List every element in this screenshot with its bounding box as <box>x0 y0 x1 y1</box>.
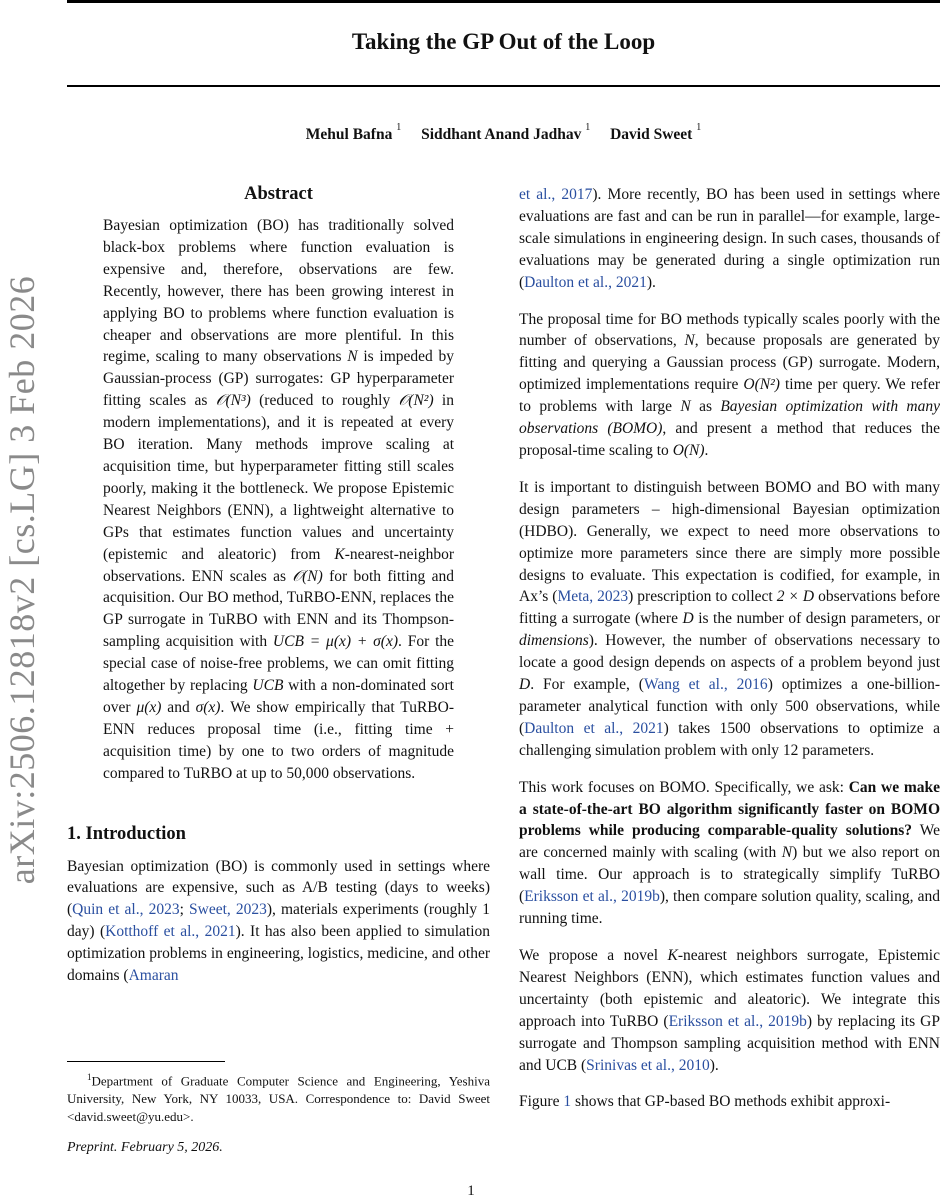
citation-link[interactable]: et al., 2017 <box>519 186 593 203</box>
body-text: -nearest neighbors surrogate, Epistemic Nearest Neighbors (ENN), which estimates function values and uncertainty (both epistemic and aleatoric). We integrate this approach into TuRBO ( <box>519 947 940 1030</box>
citation-link[interactable]: Quin et al., 2023 <box>72 901 180 919</box>
citation-link[interactable]: Kotthoff et al., 2021 <box>105 923 236 941</box>
abstract-text: in modern implementations), and it is repeated at every BO iteration. Many methods improve scaling at acquisition time, but hyperparameter fitting still scales poorly, making it the bottleneck. We propose Epistemic Nearest Neighbors (ENN), a lightweight alternative to GPs that estimates function values and uncertainty (epistemic and aleatoric) from <box>103 392 454 563</box>
title-bottom-rule <box>67 85 940 87</box>
author-list <box>67 122 940 144</box>
author-affiliation-mark: 1 <box>585 122 591 133</box>
body-text: Bayesian optimization (BO) is commonly used in settings where evaluations are expensive, such as A/B testing (days to weeks) ( <box>67 857 490 919</box>
body-text: It is important to distinguish between BOMO and BO with many design parameters – high-dimensional Bayesian optimization (HDBO). Generally, we expect to need more observations to optimize more parameters since there are simply more possible designs to evaluate. This expectation is codified, for example, in Ax’s ( <box>519 478 940 606</box>
intro-paragraph <box>519 945 940 1076</box>
body-text: We propose a novel <box>519 947 668 964</box>
arxiv-identifier-stamp <box>0 270 44 890</box>
abstract-text: with a non-dominated sort over <box>103 677 454 716</box>
math-inline: O(N) <box>672 441 705 459</box>
page-number: 1 <box>467 1183 475 1199</box>
intro-paragraph <box>519 477 940 762</box>
body-text: ), materials experiments (roughly 1 day) ( <box>67 901 490 941</box>
abstract-text: . We show empirically that TuRBO-ENN reduces proposal time (i.e., fitting time + acquisition time) by one to two orders of magnitude compared to TuRBO at up to 50,000 observations. <box>103 698 454 782</box>
body-text: This work focuses on BOMO. Specifically, we ask: <box>519 778 849 796</box>
body-text: ) by replacing its GP surrogate and Thompson sampling acquisition method with ENN and UCB ( <box>519 1012 940 1074</box>
body-text: observations before fitting a surrogate (where <box>519 588 940 628</box>
body-text: , because proposals are generated by fitting and querying a Gaussian process (GP) surrogate. Modern, optimized implementations require <box>519 332 940 394</box>
affiliation-footnote <box>67 1068 490 1126</box>
body-text: ) but we also report on wall time. Our approach is to strategically simplify TuRBO ( <box>519 844 940 906</box>
math-inline: N <box>781 844 793 862</box>
citation-link[interactable]: Daulton et al., 2021 <box>524 719 664 737</box>
intro-paragraph <box>519 777 940 930</box>
abstract-text: for both fitting and acquisition. Our BO method, TuRBO-ENN, replaces the GP surrogate in TuRBO with ENN and its Thompson-sampling acquisition with <box>103 567 454 651</box>
math-inline: 𝒪(N³) <box>215 392 251 410</box>
body-text: ). It has also been applied to simulation optimization problems in engineering, logistics, medicine, and other domains ( <box>67 923 491 985</box>
author-name: Siddhant Anand Jadhav <box>421 126 582 144</box>
author-name: Mehul Bafna <box>305 126 393 144</box>
body-text: is the number of design parameters, or <box>693 610 940 628</box>
body-text: as <box>690 398 721 416</box>
body-text: ). <box>646 273 656 291</box>
abstract-text: Bayesian optimization (BO) has traditionally solved black-box problems where function evaluation is expensive and, therefore, observations are few. Recently, however, there has been growing interest in applying BO to problems where function evaluation is cheaper and observations are more plentiful. In this regime, scaling to many observations <box>103 217 454 366</box>
author-affiliation-mark: 1 <box>696 122 702 133</box>
citation-link[interactable]: Eriksson et al., 2019b <box>524 888 660 906</box>
abstract-text: (reduced to roughly <box>250 392 399 410</box>
math-inline: N <box>347 348 358 366</box>
left-column <box>67 184 490 999</box>
emphasized-term: dimensions <box>519 632 589 650</box>
body-text: . For example, ( <box>530 676 644 694</box>
body-text: ). More recently, BO has been used in settings where evaluations are fast and can be run in parallel—for example, large-scale simulations in engineering design. In such cases, thousands of evaluations may be generated during a single optimization run ( <box>519 186 941 291</box>
body-text: Figure <box>519 1093 564 1111</box>
math-inline: D <box>682 610 694 628</box>
body-text: , and present a method that reduces the proposal-time scaling to <box>519 420 940 459</box>
abstract-text: and <box>161 698 196 716</box>
abstract-text: -nearest-neighbor observations. ENN scales as <box>103 545 454 585</box>
math-inline: σ(x) <box>195 698 221 716</box>
math-inline: K <box>667 947 678 964</box>
right-column <box>519 184 940 1128</box>
author-affiliation-mark: 1 <box>396 122 402 133</box>
arxiv-stamp-text: arXiv:2506.12818v2 [cs.LG] 3 Feb 2026 <box>2 275 42 885</box>
citation-link[interactable]: Daulton et al., 2021 <box>524 273 647 291</box>
body-text: shows that GP-based BO methods exhibit approxi- <box>571 1093 891 1111</box>
abstract-text: . For the special case of noise-free problems, we can omit fitting altogether by replacing <box>103 633 455 695</box>
math-inline: K <box>334 545 345 563</box>
citation-link[interactable]: Wang et al., 2016 <box>643 676 768 694</box>
footnote-divider <box>67 1061 225 1062</box>
abstract-body <box>103 215 454 785</box>
intro-paragraph <box>519 309 940 462</box>
preprint-notice: Preprint. February 5, 2026. <box>67 1140 223 1155</box>
citation-link[interactable]: Sweet, 2023 <box>189 901 267 919</box>
emphasized-term: Bayesian optimization with many observations (BOMO) <box>519 398 940 438</box>
body-text: ), then compare solution quality, scaling, and running time. <box>519 888 940 928</box>
citation-link[interactable]: Srinivas et al., 2010 <box>586 1056 710 1074</box>
math-inline: O(N²) <box>743 376 780 394</box>
intro-paragraph <box>67 856 490 987</box>
body-text: ) optimizes a one-billion-parameter analytical function with only 500 observations, while ( <box>519 676 940 737</box>
abstract-heading: Abstract <box>244 184 313 204</box>
body-text: . <box>704 441 709 459</box>
footnote-text: Department of Graduate Computer Science and Engineering, Yeshiva University, New York, NY 10033, USA. Correspondence to: David Sweet <david.sweet@yu.edu>. <box>67 1073 490 1125</box>
body-text: time per query. We refer to problems with large <box>519 376 940 416</box>
math-inline: 𝒪(N) <box>292 567 323 585</box>
author-name: David Sweet <box>610 126 693 144</box>
body-text: The proposal time for BO methods typically scales poorly with the number of observations, <box>519 310 940 350</box>
math-inline: N <box>680 398 691 416</box>
intro-paragraph <box>519 1091 940 1113</box>
body-text: ). <box>709 1056 719 1074</box>
math-inline: N <box>684 332 695 350</box>
math-inline: μ(x) <box>136 698 162 716</box>
abstract-text: is impeded by Gaussian-process (GP) surrogates: GP hyperparameter fitting scales as <box>103 348 455 410</box>
math-inline: UCB = μ(x) + σ(x) <box>272 633 398 651</box>
research-question: Can we make a state-of-the-art BO algorithm significantly faster on BOMO problems while producing comparable-quality solutions? <box>519 778 940 840</box>
paper-title: Taking the GP Out of the Loop <box>351 29 656 54</box>
introduction-heading: 1. Introduction <box>67 823 186 844</box>
body-text: ; <box>179 901 189 919</box>
math-inline: 𝒪(N²) <box>398 392 434 410</box>
math-inline: D <box>519 676 531 694</box>
intro-paragraph <box>519 184 940 294</box>
title-top-rule <box>67 0 940 3</box>
citation-link[interactable]: Amaran <box>128 967 179 985</box>
math-inline: UCB <box>252 677 284 695</box>
body-text: ) prescription to collect <box>628 588 777 606</box>
figure-reference-link[interactable]: 1 <box>563 1093 572 1111</box>
footnote-mark: 1 <box>87 1072 92 1082</box>
math-inline: 2 × D <box>776 588 815 606</box>
body-text: ). However, the number of observations necessary to locate a good design depends on aspects of a problem beyond just <box>519 632 940 672</box>
citation-link[interactable]: Meta, 2023 <box>557 588 629 606</box>
body-text: ) takes 1500 observations to optimize a challenging simulation problem with only 12 parameters. <box>519 719 941 759</box>
body-text: We are concerned mainly with scaling (with <box>519 822 940 862</box>
citation-link[interactable]: Eriksson et al., 2019b <box>668 1012 807 1030</box>
